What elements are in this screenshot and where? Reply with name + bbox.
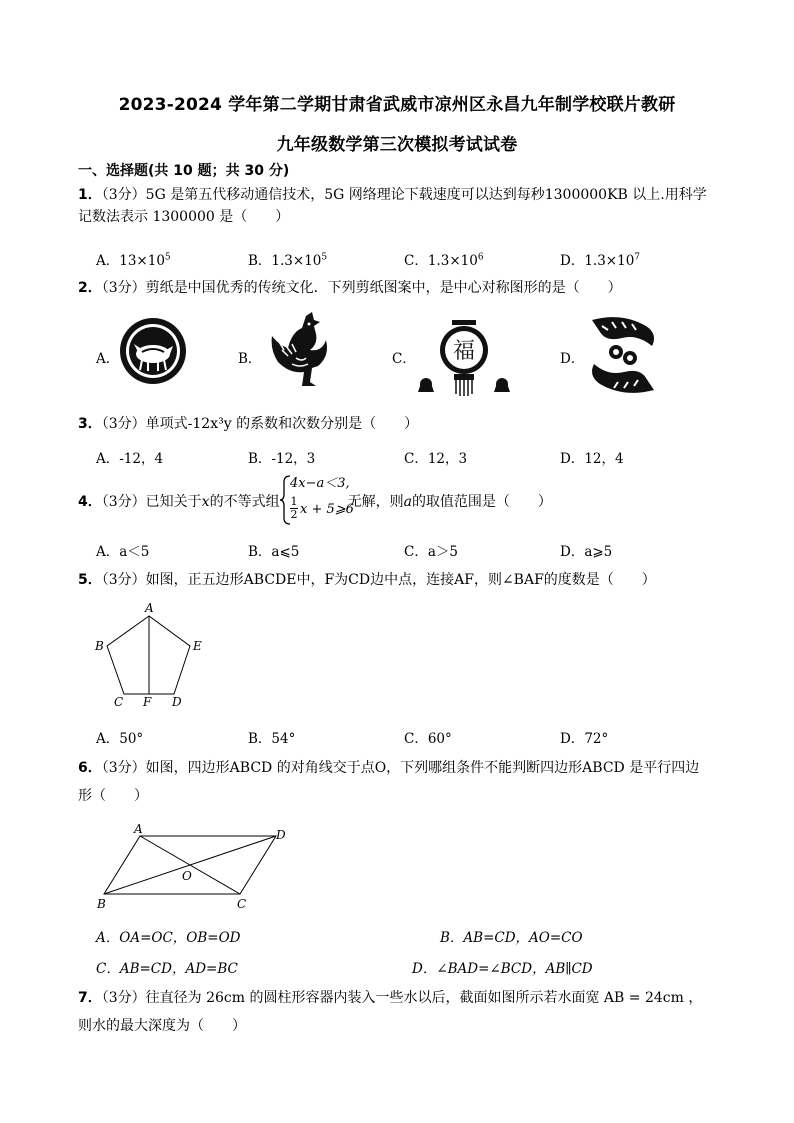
- option-b[interactable]: B．a⩽5: [248, 544, 300, 560]
- option-a[interactable]: A．50°: [96, 731, 144, 747]
- question-3: [78, 413, 718, 435]
- system-fraction: 1 2: [290, 495, 298, 521]
- rooster-papercut-image: [262, 310, 334, 394]
- question-text: （3分）如图，正五边形ABCDE中，F为CD边中点，连接AF，则∠BAF的度数是（ ）: [101, 572, 656, 588]
- q6-options-row1: [96, 926, 736, 948]
- svg-text:B: B: [95, 639, 104, 653]
- q2-option-c[interactable]: C．: [392, 351, 416, 367]
- option-b[interactable]: B．-12，3: [248, 451, 316, 467]
- option-b[interactable]: B．AB=CD，AO=CO: [440, 930, 583, 946]
- option-a[interactable]: A．$13\times 10^5$: [96, 252, 171, 269]
- question-2: [78, 277, 718, 299]
- option-d[interactable]: D．a⩾5: [560, 544, 613, 560]
- question-text: （3分）单项式-12x³y 的系数和次数分别是（ ）: [101, 416, 419, 432]
- question-4: 4．（3分）已知关于x的不等式组 无解，则a的取值范围是（ ）: [78, 494, 552, 510]
- svg-text:F: F: [143, 695, 152, 709]
- option-c[interactable]: C．$1.3\times 10^6$: [404, 252, 484, 269]
- exam-title-line1: 2023-2024 学年第二学期甘肃省武威市凉州区永昌九年制学校联片教研: [118, 95, 676, 115]
- q4-options: [96, 540, 736, 562]
- system-line-2: x + 5⩾6: [300, 502, 354, 517]
- fish-papercut-image: [582, 312, 664, 398]
- question-1: [78, 184, 718, 228]
- svg-text:D: D: [172, 695, 182, 709]
- question-text-cont: 记数法表示 1300000 是（ ）: [78, 209, 290, 225]
- parallelogram-figure: [94, 822, 300, 914]
- option-d[interactable]: D．$1.3\times 10^7$: [560, 252, 641, 269]
- option-a[interactable]: A．a＜5: [96, 544, 150, 560]
- question-text: （3分）剪纸是中国优秀的传统文化．下列剪纸图案中，是中心对称图形的是（ ）: [101, 280, 622, 296]
- question-text-cont: 则水的最大深度为（ ）: [78, 1018, 246, 1034]
- question-number: 1．: [78, 187, 102, 203]
- svg-text:A: A: [134, 822, 143, 836]
- option-c[interactable]: C．AB=CD，AD=BC: [96, 961, 238, 977]
- svg-text:O: O: [182, 869, 192, 883]
- option-d[interactable]: D．12，4: [560, 451, 624, 467]
- svg-text:B: B: [97, 897, 106, 911]
- q1-options: [96, 249, 736, 271]
- option-b[interactable]: B．54°: [248, 731, 296, 747]
- lantern-character: 福: [452, 339, 476, 364]
- question-text: （3分）如图，四边形ABCD 的对角线交于点O，下列哪组条件不能判断四边形ABCD 是平行四边: [101, 760, 700, 776]
- system-line-1: 4x−a＜3,: [290, 476, 350, 491]
- svg-text:E: E: [193, 639, 202, 653]
- option-c[interactable]: C．12，3: [404, 451, 468, 467]
- option-d[interactable]: D．72°: [560, 731, 609, 747]
- option-d[interactable]: D．∠BAD=∠BCD，AB∥CD: [412, 961, 593, 977]
- q3-options: [96, 447, 736, 469]
- exam-title-line2: 九年级数学第三次模拟考试试卷: [276, 135, 518, 155]
- option-c[interactable]: C．a＞5: [404, 544, 458, 560]
- svg-text:C: C: [237, 897, 247, 911]
- question-6: [78, 757, 718, 807]
- question-text: （3分）5G 是第五代移动通信技术，5G 网络理论下载速度可以达到每秒1300000KB 以上.用科学: [101, 187, 707, 203]
- question-7: [78, 987, 718, 1037]
- svg-text:C: C: [114, 695, 124, 709]
- question-number: 4．: [78, 494, 102, 510]
- option-a[interactable]: A．-12，4: [96, 451, 164, 467]
- question-5: [78, 569, 718, 591]
- q5-options: [96, 727, 736, 749]
- lantern-papercut-image: [412, 318, 516, 398]
- question-text: （3分）往直径为 26cm 的圆柱形容器内装入一些水以后，截面如图所示若水面宽 AB = 24cm ，: [101, 990, 703, 1006]
- q2-option-a[interactable]: A．: [96, 351, 120, 367]
- svg-text:A: A: [145, 601, 154, 615]
- question-number: 6．: [78, 760, 102, 776]
- question-number: 3．: [78, 416, 102, 432]
- ox-papercut-image: [118, 316, 188, 386]
- pentagon-figure: [92, 598, 212, 712]
- question-number: 5．: [78, 572, 102, 588]
- option-c[interactable]: C．60°: [404, 731, 452, 747]
- option-b[interactable]: B．$1.3\times 10^5$: [248, 252, 328, 269]
- q2-option-d[interactable]: D．: [560, 351, 585, 367]
- q2-option-b[interactable]: B．: [238, 351, 262, 367]
- svg-text:D: D: [276, 828, 286, 842]
- question-number: 2．: [78, 280, 102, 296]
- section-heading: 一、选择题(共 10 题；共 30 分): [78, 163, 290, 179]
- question-text-cont: 形（ ）: [78, 788, 148, 804]
- option-a[interactable]: A．OA=OC，OB=OD: [96, 930, 241, 946]
- q6-options-row2: [96, 957, 736, 979]
- question-number: 7．: [78, 990, 102, 1006]
